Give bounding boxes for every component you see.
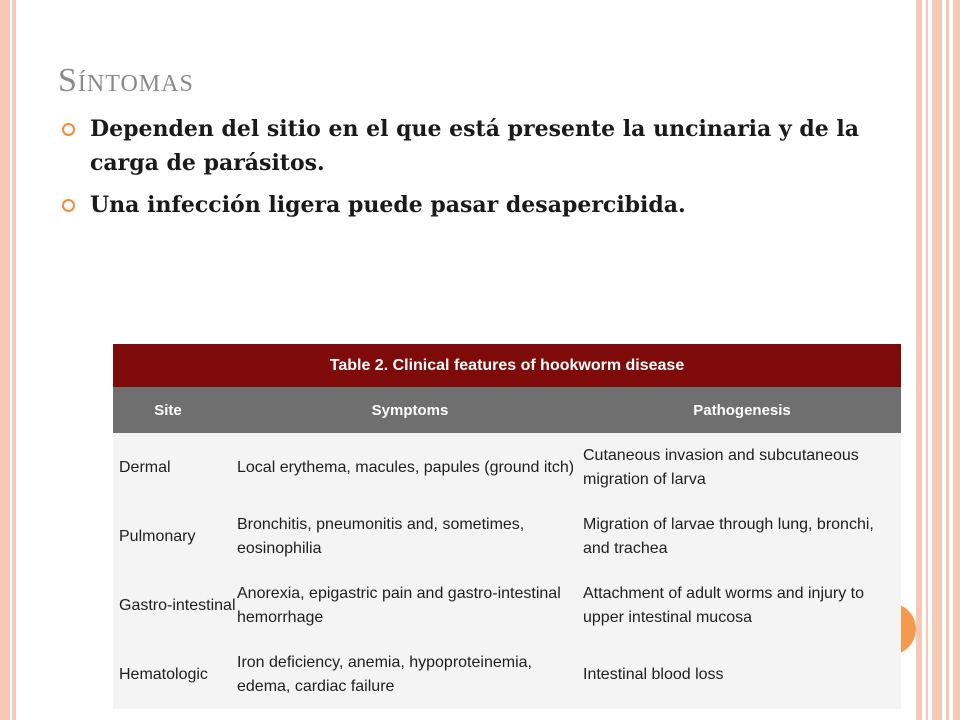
header-pathogenesis: Pathogenesis xyxy=(693,401,791,419)
bullet-text: Una infección ligera puede pasar desapercibida. xyxy=(90,192,686,218)
bullet-text: Dependen del sitio en el que está presente la uncinaria y de la carga de parásitos. xyxy=(90,116,860,176)
header-site: Site xyxy=(154,401,182,419)
cell-symptoms: Bronchitis, pneumonitis and, sometimes, eosinophilia xyxy=(237,515,525,557)
cell-pathogenesis: Attachment of adult worms and injury to upper intestinal mucosa xyxy=(583,584,865,626)
table-caption: Table 2. Clinical features of hookworm disease xyxy=(113,344,901,387)
cell-pathogenesis: Cutaneous invasion and subcutaneous migration of larva xyxy=(583,446,859,488)
cell-pathogenesis: Intestinal blood loss xyxy=(583,665,724,683)
bullet-item xyxy=(62,188,902,222)
table-row xyxy=(113,502,901,571)
cell-site: Pulmonary xyxy=(119,527,196,545)
cell-site: Hematologic xyxy=(119,665,208,683)
bullet-list xyxy=(62,112,902,230)
cell-symptoms: Local erythema, macules, papules (ground itch) xyxy=(237,458,575,476)
left-border-stripe xyxy=(0,0,16,720)
bullet-item xyxy=(62,112,902,180)
circle-bullet-icon xyxy=(62,123,75,136)
cell-site: Dermal xyxy=(119,458,171,476)
cell-pathogenesis: Migration of larvae through lung, bronchi, and trachea xyxy=(583,515,874,557)
cell-symptoms: Iron deficiency, anemia, hypoproteinemia, edema, cardiac failure xyxy=(237,653,532,695)
table-row xyxy=(113,571,901,640)
cell-symptoms: Anorexia, epigastric pain and gastro-intestinal hemorrhage xyxy=(237,584,561,626)
right-border-stripes xyxy=(916,0,960,720)
table-header-row xyxy=(113,387,901,433)
clinical-features-table xyxy=(113,344,901,710)
table-row xyxy=(113,433,901,502)
table-body xyxy=(113,433,901,709)
header-symptoms: Symptoms xyxy=(371,401,449,419)
table-row xyxy=(113,640,901,709)
cell-site: Gastro-intestinal xyxy=(119,596,236,614)
slide-title: Síntomas xyxy=(58,62,194,99)
circle-bullet-icon xyxy=(62,199,75,212)
